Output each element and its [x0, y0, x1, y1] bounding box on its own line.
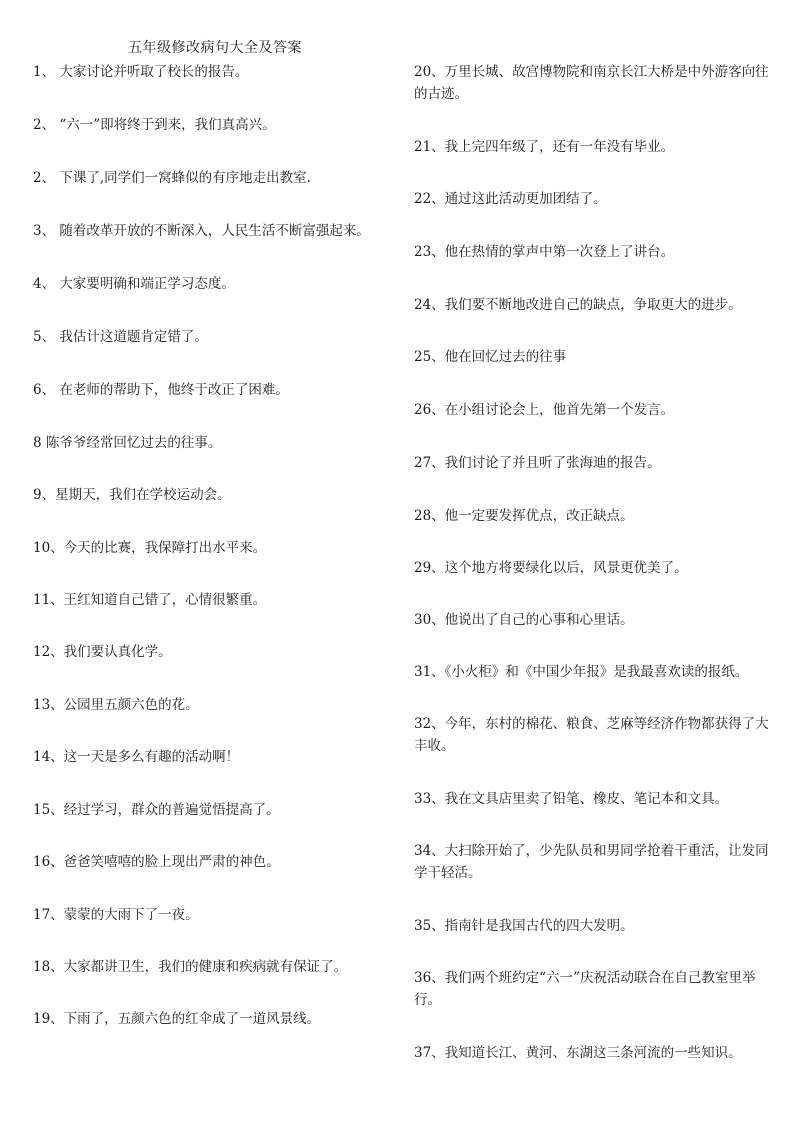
list-item: 27、我们讨论了并且听了张海迪的报告。 [414, 455, 661, 471]
list-item: 25、他在回忆过去的往事 [414, 349, 567, 365]
list-item: 15、经过学习，群众的普遍觉悟提高了。 [33, 802, 280, 818]
list-item: 4、 大家要明确和端正学习态度。 [33, 276, 235, 292]
list-item: 35、指南针是我国古代的四大发明。 [414, 918, 634, 934]
list-item: 2、 下课了,同学们一窝蜂似的有序地走出教室. [33, 170, 311, 186]
list-item: 32、今年，东村的棉花、粮食、芝麻等经济作物都获得了大丰收。 [414, 716, 769, 754]
list-item: 20、万里长城、故宫博物院和南京长江大桥是中外游客向往的古迹。 [414, 64, 769, 102]
list-item: 23、他在热情的掌声中第一次登上了讲台。 [414, 244, 675, 260]
list-item: 12、我们要认真化学。 [33, 644, 172, 660]
list-item: 22、通过这此活动更加团结了。 [414, 191, 607, 207]
list-item: 17、蒙蒙的大雨下了一夜。 [33, 907, 199, 923]
list-item: 10、今天的比赛，我保障打出水平来。 [33, 540, 267, 556]
list-item: 29、这个地方将要绿化以后，风景更优美了。 [414, 560, 688, 576]
list-item: 31、《小火柜》和《中国少年报》是我最喜欢读的报纸。 [414, 664, 749, 680]
list-item: 6、 在老师的帮助下，他终于改正了困难。 [33, 382, 289, 398]
list-item: 24、我们要不断地改进自己的缺点，争取更大的进步。 [414, 297, 742, 313]
list-item: 37、我知道长江、黄河、东湖这三条河流的一些知识。 [414, 1045, 742, 1061]
list-item: 13、公园里五颜六色的花。 [33, 697, 199, 713]
list-item: 19、下雨了，五颜六色的红伞成了一道风景线。 [33, 1011, 321, 1027]
list-item: 16、爸爸笑嘻嘻的脸上现出严肃的神色。 [33, 854, 280, 870]
list-item: 9、星期天，我们在学校运动会。 [33, 487, 231, 503]
list-item: 26、在小组讨论会上，他首先第一个发言。 [414, 402, 675, 418]
list-item: 8 陈爷爷经常回忆过去的往事。 [33, 435, 222, 451]
list-item: 33、我在文具店里卖了铅笔、橡皮、笔记本和文具。 [414, 791, 729, 807]
list-item: 3、 随着改革开放的不断深入，人民生活不断富强起来。 [33, 223, 370, 239]
list-item: 14、这一天是多么有趣的活动啊！ [33, 749, 240, 765]
list-item: 36、我们两个班约定“六一”庆祝活动联合在自己教室里举行。 [414, 970, 756, 1008]
list-item: 2、 “六一”即将终于到来，我们真高兴。 [33, 117, 276, 133]
list-item: 5、 我估计这道题肯定错了。 [33, 329, 208, 345]
list-item: 21、我上完四年级了，还有一年没有毕业。 [414, 139, 675, 155]
list-item: 34、大扫除开始了，少先队员和男同学抢着干重活，让发同学干轻活。 [414, 843, 769, 881]
page-title: 五年级修改病句大全及答案 [128, 40, 302, 56]
list-item: 1、 大家讨论并听取了校长的报告。 [33, 64, 249, 80]
list-item: 18、大家都讲卫生，我们的健康和疾病就有保证了。 [33, 959, 348, 975]
list-item: 28、他一定要发挥优点，改正缺点。 [414, 508, 634, 524]
list-item: 30、他说出了自己的心事和心里话。 [414, 612, 634, 628]
list-item: 11、王红知道自己错了，心情很繁重。 [33, 592, 267, 608]
